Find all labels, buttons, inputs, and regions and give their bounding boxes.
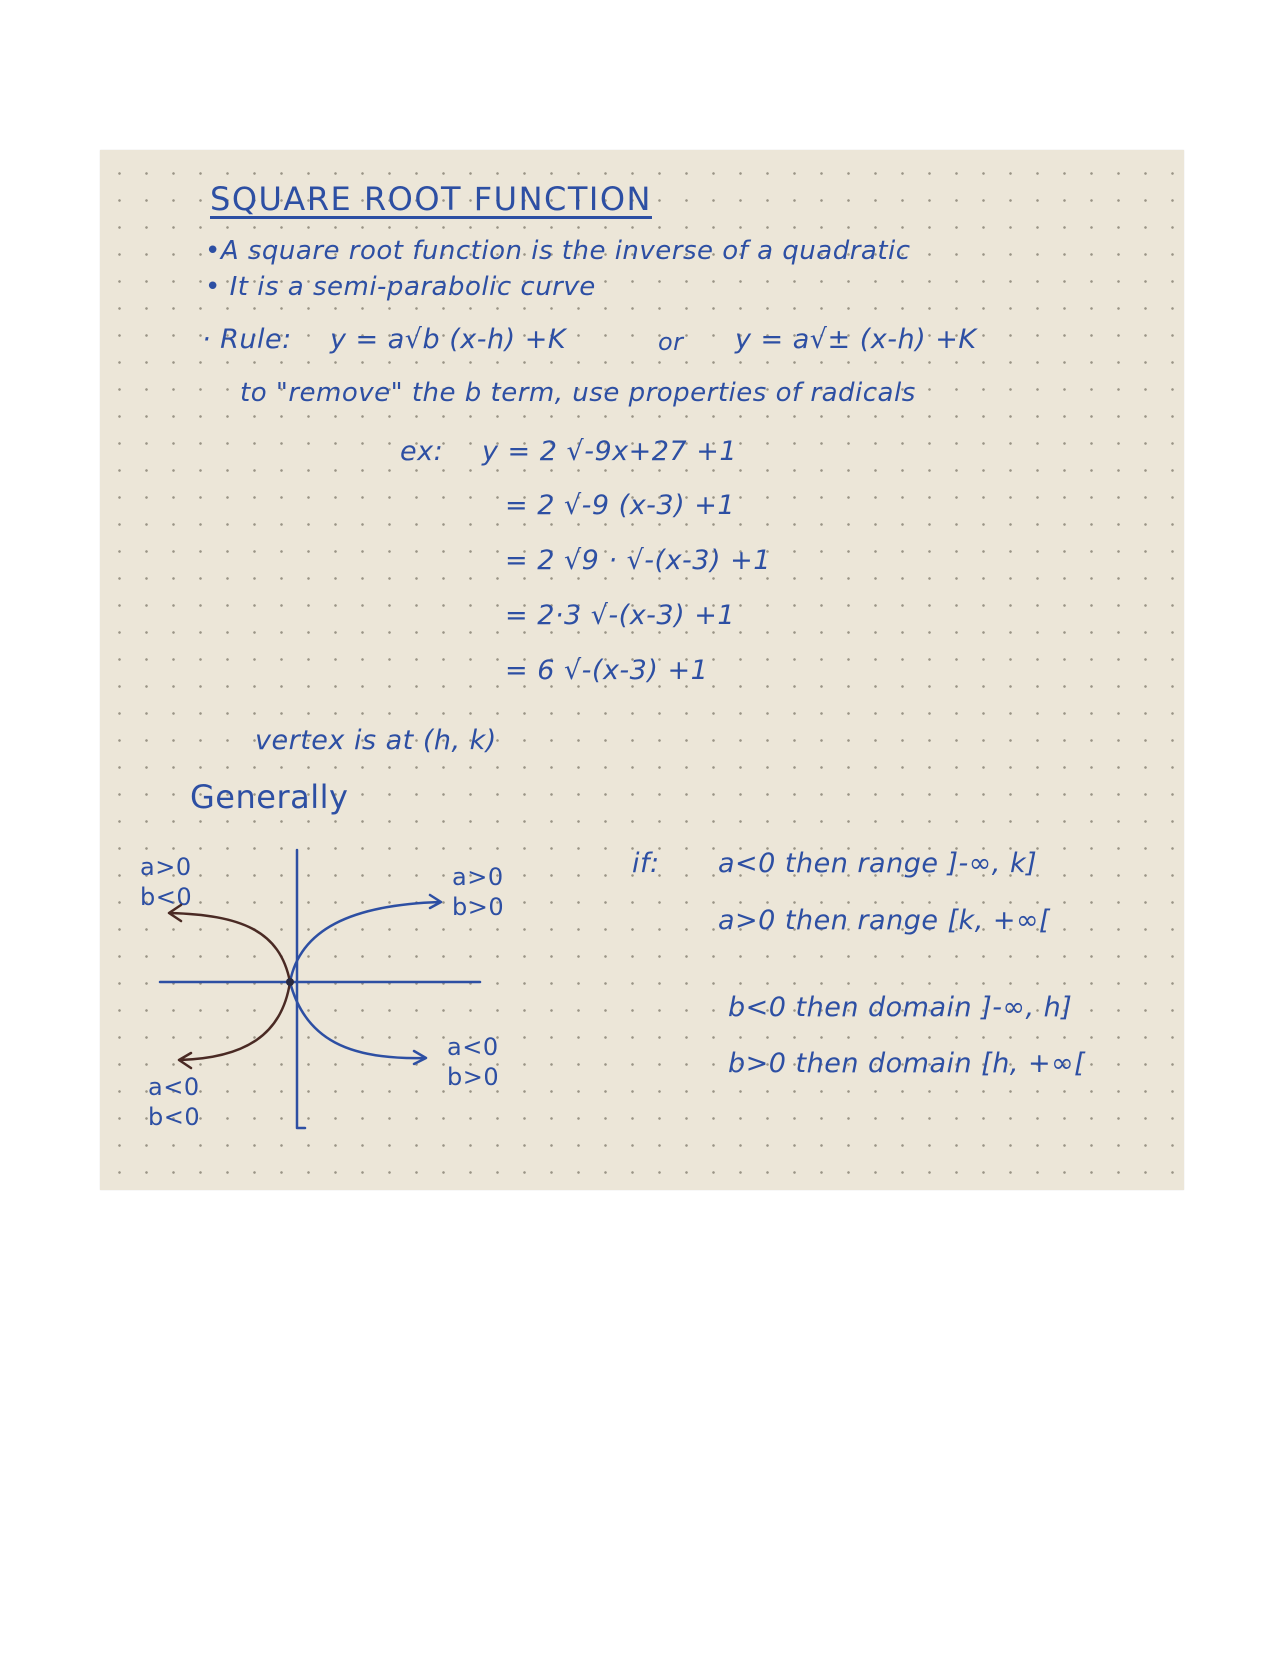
- graph-label-bottom-left-b: b<0: [148, 1103, 201, 1131]
- graph-label-bottom-left-a: a<0: [148, 1073, 200, 1101]
- rule-formula-1: y = a√b (x-h) +K: [330, 324, 567, 355]
- example-line-5: = 6 √-(x-3) +1: [505, 655, 709, 686]
- graph-label-top-left-a: a>0: [140, 853, 192, 881]
- y-axis: [297, 850, 305, 1128]
- generally-heading: Generally: [190, 778, 349, 816]
- example-line-4: = 2·3 √-(x-3) +1: [505, 600, 736, 631]
- example-line-3: = 2 √9 · √-(x-3) +1: [505, 545, 771, 576]
- graph-label-top-left-b: b<0: [140, 883, 193, 911]
- vertex-point: [286, 978, 294, 986]
- remove-b-note: to "remove" the b term, use properties of radicals: [240, 378, 916, 408]
- rule-formula-2: y = a√± (x-h) +K: [735, 324, 977, 355]
- page-title: SQUARE ROOT FUNCTION: [210, 180, 652, 218]
- rule-or: or: [658, 328, 684, 356]
- bullet-inverse: •A square root function is the inverse of a quadratic: [205, 236, 911, 266]
- vertex-note: vertex is at (h, k): [255, 725, 497, 756]
- graph-label-bottom-right-a: a<0: [447, 1033, 499, 1061]
- curve-up-left: [170, 913, 290, 982]
- rule-label: · Rule:: [202, 324, 292, 355]
- curve-up-right: [290, 902, 440, 982]
- example-line-2: = 2 √-9 (x-3) +1: [505, 490, 736, 521]
- example-line-1: y = 2 √-9x+27 +1: [482, 436, 737, 467]
- curve-down-left: [180, 982, 290, 1060]
- if-label: if:: [632, 848, 660, 879]
- example-label: ex:: [400, 436, 444, 467]
- condition-domain-negative: b<0 then domain ]-∞, h]: [728, 992, 1073, 1023]
- condition-range-negative: a<0 then range ]-∞, k]: [718, 848, 1038, 879]
- bullet-semi-parabolic: • It is a semi-parabolic curve: [205, 272, 596, 302]
- graph-label-bottom-right-b: b>0: [447, 1063, 500, 1091]
- curve-down-right: [290, 982, 425, 1058]
- condition-domain-positive: b>0 then domain [h, +∞[: [728, 1048, 1086, 1079]
- graph-label-top-right-b: b>0: [452, 893, 505, 921]
- graph-label-top-right-a: a>0: [452, 863, 504, 891]
- condition-range-positive: a>0 then range [k, +∞[: [718, 905, 1051, 936]
